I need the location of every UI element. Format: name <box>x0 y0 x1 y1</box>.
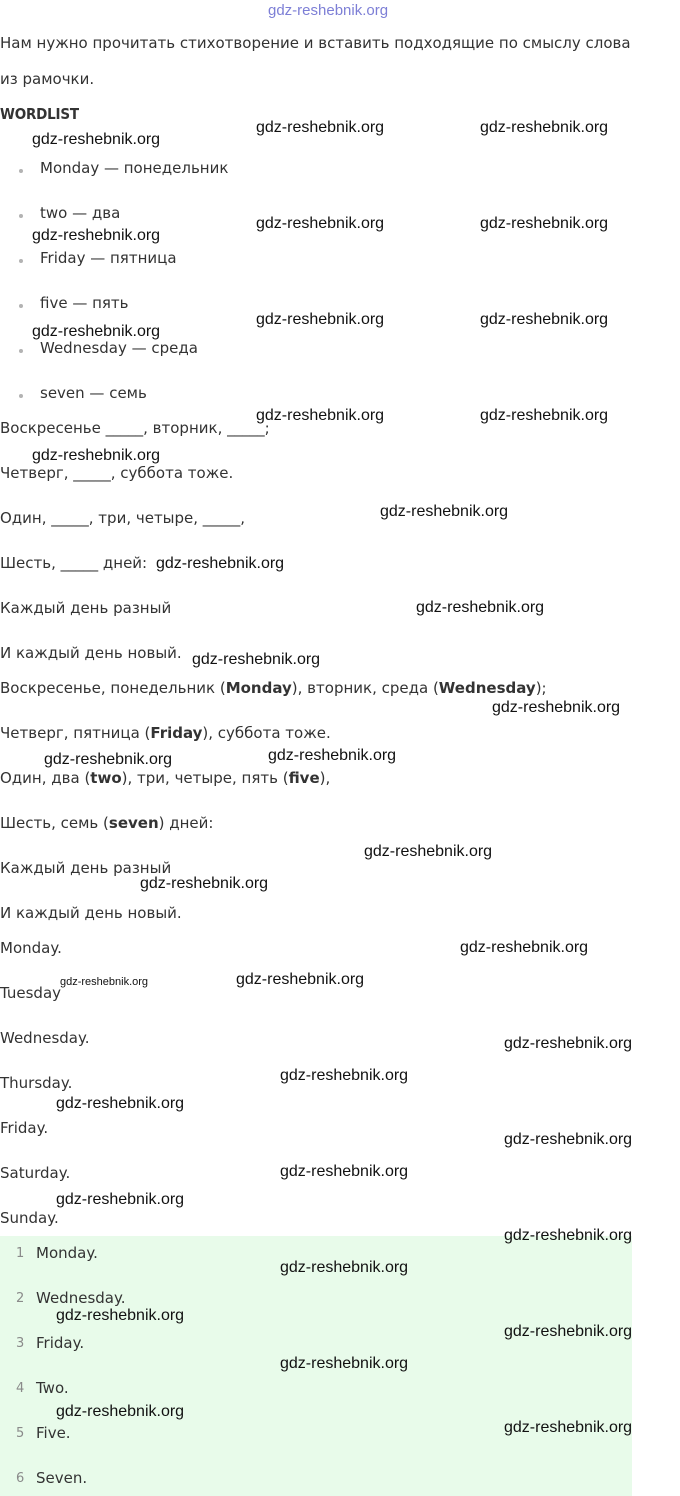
answer-word: five <box>288 769 320 787</box>
watermark: gdz-reshebnik.org <box>256 215 385 232</box>
day-line: Saturday. <box>0 1164 71 1182</box>
text-fragment: Четверг, пятница ( <box>0 724 151 742</box>
watermark: gdz-reshebnik.org <box>32 227 161 244</box>
answer-word: seven <box>108 814 159 832</box>
text-fragment: ), три, четыре, пять ( <box>121 769 289 787</box>
answer-text: Wednesday. <box>36 1289 126 1307</box>
list-item: Monday — понедельник <box>40 159 229 177</box>
watermark: gdz-reshebnik.org <box>480 119 609 136</box>
poem-blank-line: Каждый день разный <box>0 599 172 617</box>
watermark: gdz-reshebnik.org <box>492 699 621 716</box>
watermark: gdz-reshebnik.org <box>480 311 609 328</box>
poem-blank-line: Четверг, _____, суббота тоже. <box>0 464 234 482</box>
answer-text: Friday. <box>36 1334 85 1352</box>
watermark: gdz-reshebnik.org <box>480 215 609 232</box>
watermark: gdz-reshebnik.org <box>504 1419 633 1436</box>
text-fragment: ); <box>535 679 547 697</box>
list-item: five — пять <box>40 294 129 312</box>
bullet-dot-icon <box>19 394 23 398</box>
wordlist-title: WORDLIST <box>0 105 79 123</box>
answer-number: 6 <box>16 1471 25 1486</box>
bullet-dot-icon <box>19 214 23 218</box>
watermark: gdz-reshebnik.org <box>504 1323 633 1340</box>
day-line: Friday. <box>0 1119 49 1137</box>
watermark: gdz-reshebnik.org <box>280 1163 409 1180</box>
intro-line-2: из рамочки. <box>0 70 95 88</box>
watermark: gdz-reshebnik.org <box>60 976 149 988</box>
answer-number: 5 <box>16 1426 25 1441</box>
list-item: seven — семь <box>40 384 147 402</box>
watermark: gdz-reshebnik.org <box>280 1067 409 1084</box>
watermark: gdz-reshebnik.org <box>504 1131 633 1148</box>
watermark: gdz-reshebnik.org <box>504 1227 633 1244</box>
bullet-dot-icon <box>19 169 23 173</box>
intro-line-1: Нам нужно прочитать стихотворение и вставить подходящие по смыслу слова <box>0 34 631 52</box>
watermark: gdz-reshebnik.org <box>256 119 385 136</box>
poem-blank-line: И каждый день новый. <box>0 644 182 662</box>
watermark: gdz-reshebnik.org <box>280 1259 409 1276</box>
text-fragment: Шесть, семь ( <box>0 814 109 832</box>
answer-word: two <box>90 769 122 787</box>
day-line: Wednesday. <box>0 1029 90 1047</box>
answer-text: Seven. <box>36 1469 88 1487</box>
list-item: two — два <box>40 204 121 222</box>
answer-word: Wednesday <box>438 679 536 697</box>
text-fragment: Воскресенье, понедельник ( <box>0 679 226 697</box>
watermark: gdz-reshebnik.org <box>504 1035 633 1052</box>
answer-number: 3 <box>16 1336 25 1351</box>
answer-text: Two. <box>36 1379 69 1397</box>
poem-filled-line <box>0 679 547 697</box>
answer-word: Friday <box>150 724 203 742</box>
answer-number: 1 <box>16 1246 25 1261</box>
watermark: gdz-reshebnik.org <box>268 747 397 764</box>
answer-number: 4 <box>16 1381 25 1396</box>
day-line: Monday. <box>0 939 62 957</box>
watermark: gdz-reshebnik.org <box>56 1307 185 1324</box>
poem-filled-line <box>0 724 331 742</box>
watermark: gdz-reshebnik.org <box>32 323 161 340</box>
poem-filled-line <box>0 814 213 832</box>
watermark: gdz-reshebnik.org <box>56 1403 185 1420</box>
text-fragment: ), <box>319 769 331 787</box>
day-line: Tuesday <box>0 984 62 1002</box>
answer-number: 2 <box>16 1291 25 1306</box>
poem-filled-line: И каждый день новый. <box>0 904 182 922</box>
watermark: gdz-reshebnik.org <box>236 971 365 988</box>
watermark: gdz-reshebnik.org <box>480 407 609 424</box>
list-item: Wednesday — среда <box>40 339 198 357</box>
answer-text: Five. <box>36 1424 71 1442</box>
poem-filled-line <box>0 769 330 787</box>
poem-filled-line: Каждый день разный <box>0 859 172 877</box>
day-line: Thursday. <box>0 1074 73 1092</box>
answer-word: Monday <box>225 679 292 697</box>
text-fragment: ), суббота тоже. <box>202 724 331 742</box>
watermark: gdz-reshebnik.org <box>56 1095 185 1112</box>
day-line: Sunday. <box>0 1209 59 1227</box>
watermark: gdz-reshebnik.org <box>56 1191 185 1208</box>
bullet-dot-icon <box>19 304 23 308</box>
watermark: gdz-reshebnik.org <box>280 1355 409 1372</box>
watermark: gdz-reshebnik.org <box>256 311 385 328</box>
watermark-top: gdz-reshebnik.org <box>268 2 389 19</box>
watermark: gdz-reshebnik.org <box>192 651 321 668</box>
watermark: gdz-reshebnik.org <box>460 939 589 956</box>
poem-blank-line: Один, _____, три, четыре, _____, <box>0 509 246 527</box>
bullet-dot-icon <box>19 259 23 263</box>
watermark: gdz-reshebnik.org <box>140 875 269 892</box>
text-fragment: ) дней: <box>158 814 214 832</box>
watermark: gdz-reshebnik.org <box>44 751 173 768</box>
watermark: gdz-reshebnik.org <box>32 447 161 464</box>
text-fragment: Один, два ( <box>0 769 91 787</box>
list-item: Friday — пятница <box>40 249 177 267</box>
watermark: gdz-reshebnik.org <box>256 407 385 424</box>
poem-blank-line: Шесть, _____ дней: <box>0 554 148 572</box>
poem-blank-line: Воскресенье _____, вторник, _____; <box>0 419 270 437</box>
watermark: gdz-reshebnik.org <box>416 599 545 616</box>
watermark: gdz-reshebnik.org <box>32 131 161 148</box>
watermark: gdz-reshebnik.org <box>156 555 285 572</box>
answer-text: Monday. <box>36 1244 98 1262</box>
bullet-dot-icon <box>19 349 23 353</box>
text-fragment: ), вторник, среда ( <box>291 679 439 697</box>
watermark: gdz-reshebnik.org <box>380 503 509 520</box>
watermark: gdz-reshebnik.org <box>364 843 493 860</box>
